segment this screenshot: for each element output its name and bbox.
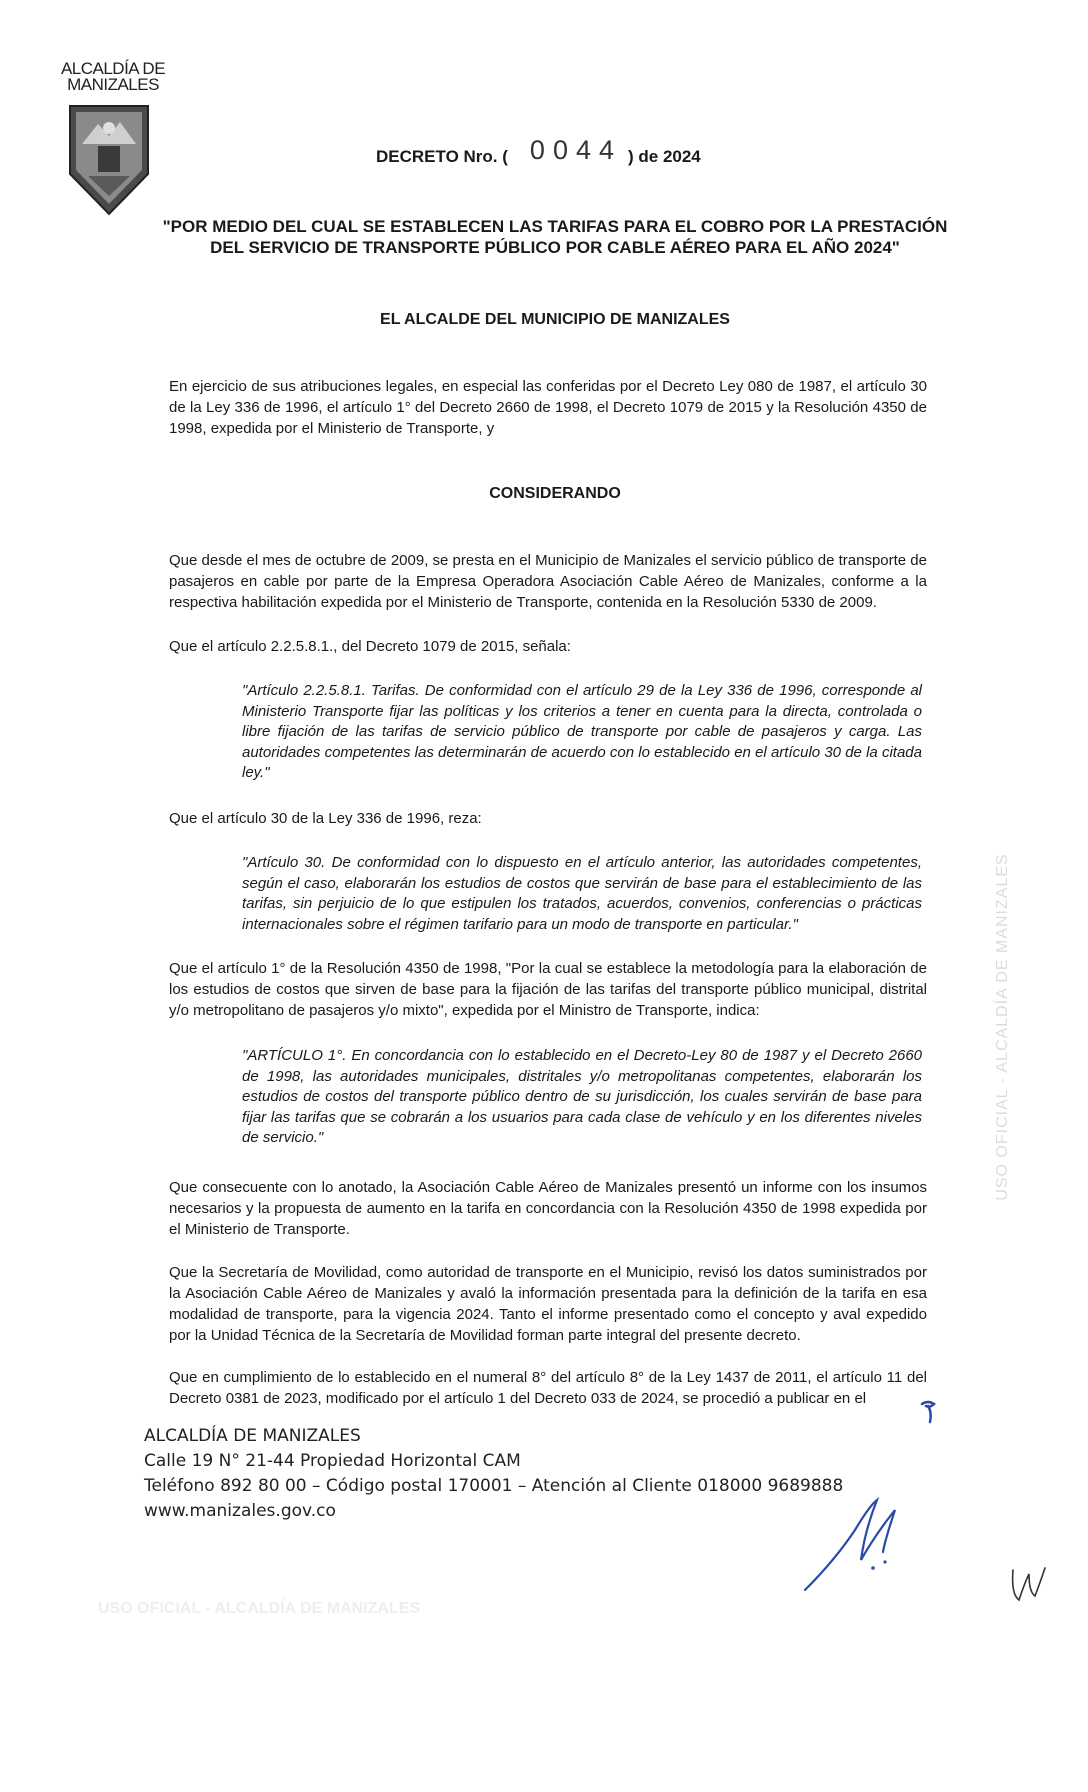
paragraph-2: Que el artículo 2.2.5.8.1., del Decreto 1079 de 2015, señala:: [169, 638, 571, 655]
quote-2: "Artículo 30. De conformidad con lo dispuesto en el artículo anterior, las autoridades competentes, según el caso, elaborarán los estudios de costos que servirán de base para el establecimiento de las tarifas, sin perjuicio de lo que estipulen los tratados, acuerdos, convenios, conferencias o prácticas internacionales sobre el régimen tarifario para un modo de transporte en particular.": [242, 854, 922, 933]
bottom-watermark: USO OFICIAL - ALCALDÍA DE MANIZALES: [98, 1600, 421, 1617]
paragraph-5: Que consecuente con lo anotado, la Asociación Cable Aéreo de Manizales presentó un informe con los insumos necesarios y la propuesta de aumento en la tarifa en concordancia con la Resolución 4350 de 1998 expedida por el Ministerio de Transporte.: [169, 1179, 927, 1238]
paragraph-3: Que el artículo 30 de la Ley 336 de 1996, reza:: [169, 810, 482, 827]
paragraph-7: Que en cumplimiento de lo establecido en el numeral 8° del artículo 8° de la Ley 1437 de 2011, el artículo 11 del Decreto 0381 de 2023, modificado por el artículo 1 del Decreto 033 de 2024, se procedió a publicar en el: [169, 1369, 927, 1407]
quote-1: "Artículo 2.2.5.8.1. Tarifas. De conformidad con el artículo 29 de la Ley 336 de 1996, corresponde al Ministerio Transporte fijar las políticas y los criterios a tener en cuenta para la directa, controlada o libre fijación de las tarifas de servicio público de transporte por cable de pasajeros y carga. Las autoridades competentes las determinarán de acuerdo con lo establecido en el artículo 30 de la citada ley.": [242, 682, 922, 781]
signature-icon: [795, 1490, 935, 1600]
footer: [144, 1424, 843, 1524]
footer-address: Calle 19 N° 21-44 Propiedad Horizontal CAM: [144, 1451, 521, 1471]
decree-suffix: ) de 2024: [628, 147, 701, 166]
paragraph-6: Que la Secretaría de Movilidad, como autoridad de transporte en el Municipio, revisó los datos suministrados por la Asociación Cable Aéreo de Manizales y avaló la información presentada para la definición de la tarifa en esa modalidad de transporte, para la vigencia 2024. Tanto el informe presentado como el concepto y aval expedido por la Unidad Técnica de la Secretaría de Movilidad forman parte integral del presente decreto.: [169, 1264, 927, 1344]
decree-subtitle: EL ALCALDE DEL MUNICIPIO DE MANIZALES: [380, 311, 730, 328]
logo-text: ALCALDÍA DE MANIZALES: [60, 59, 166, 94]
decree-title: "POR MEDIO DEL CUAL SE ESTABLECEN LAS TARIFAS PARA EL COBRO POR LA PRESTACIÓN DEL SERVICIO DE TRANSPORTE PÚBLICO POR CABLE AÉREO PARA EL AÑO 2024": [162, 217, 948, 257]
footer-website: www.manizales.gov.co: [144, 1501, 336, 1521]
paragraph-1: Que desde el mes de octubre de 2009, se presta en el Municipio de Manizales el servicio público de transporte de pasajeros en cable por parte de la Empresa Operadora Asociación Cable Aéreo de Manizales, conforme a la respectiva habilitación expedida por el Ministerio de Transporte, contenida en la Resolución 5330 de 2009.: [169, 552, 927, 611]
page-number-mark-icon: [918, 1398, 944, 1424]
intro-paragraph: En ejercicio de sus atribuciones legales, en especial las conferidas por el Decreto Ley 080 de 1987, el artículo 30 de la Ley 336 de 1996, el artículo 1° del Decreto 2660 de 1998, el Decreto 1079 de 2015 y la Resolución 4350 de 1998, expedida por el Ministerio de Transporte, y: [169, 378, 927, 437]
footer-entity: ALCALDÍA DE MANIZALES: [144, 1426, 361, 1446]
decree-prefix: DECRETO Nro. (: [376, 147, 508, 166]
coat-of-arms-icon: [68, 104, 150, 216]
considerando-heading: CONSIDERANDO: [489, 485, 621, 502]
quote-3: "ARTÍCULO 1°. En concordancia con lo establecido en el Decreto-Ley 80 de 1987 y el Decreto 2660 de 1998, las autoridades municipales, distritales y/o metropolitanas competentes, elaborarán los estudios de costos del transporte público dentro de su jurisdicción, los cuales servirán de base para fijar las tarifas que se cobrarán a los usuarios para cada clase de vehículo y en los diferentes niveles de servicio.": [242, 1047, 922, 1146]
initials-icon: [1005, 1560, 1055, 1610]
decree-number: 0044: [529, 135, 622, 165]
decree-heading: [376, 135, 701, 169]
paragraph-4: Que el artículo 1° de la Resolución 4350 de 1998, "Por la cual se establece la metodología para la elaboración de los estudios de costos que sirven de base para la fijación de las tarifas del transporte público municipal, distrital y/o metropolitano de pasajeros y/o mixto", expedida por el Ministro de Transporte, indica:: [169, 960, 927, 1019]
footer-contact: Teléfono 892 80 00 – Código postal 170001 – Atención al Cliente 018000 9689888: [144, 1476, 844, 1496]
